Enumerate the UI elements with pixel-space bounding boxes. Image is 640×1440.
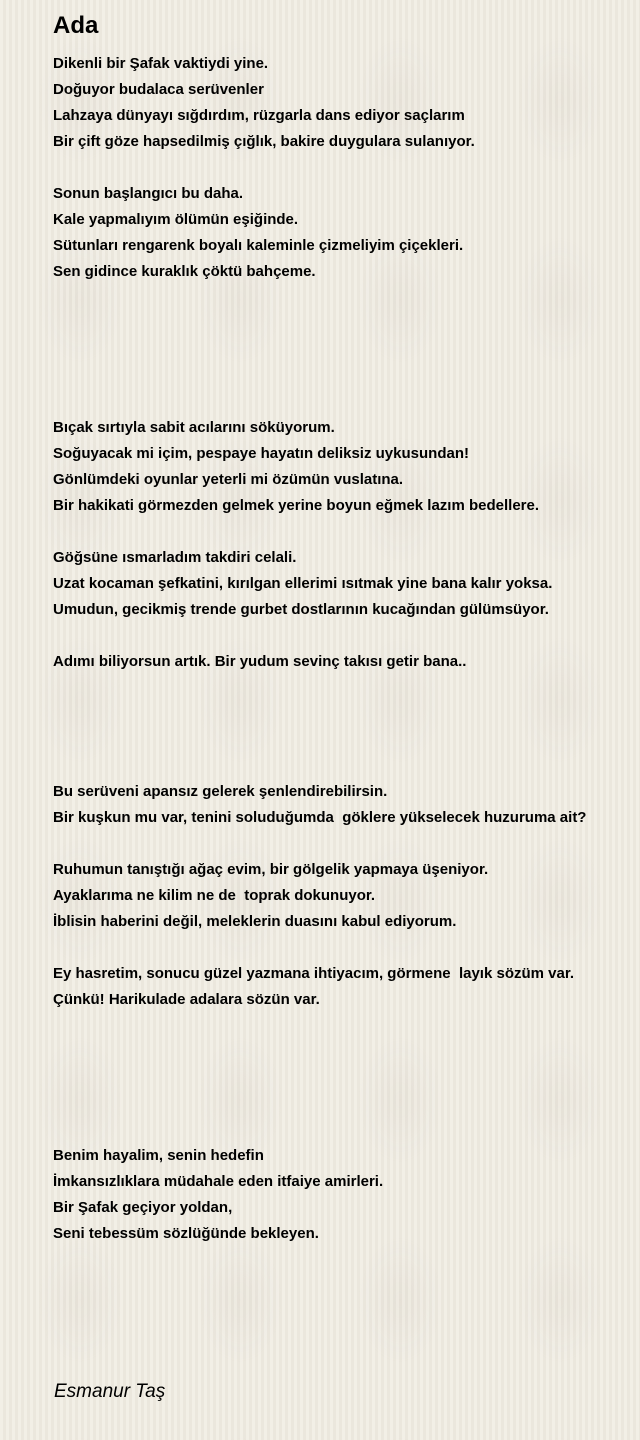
poem-line: İmkansızlıklara müdahale eden itfaiye amirleri. [53,1173,384,1190]
stanza-gap [53,1117,633,1143]
poem-line: Sen gidince kuraklık çöktü bahçeme. [53,263,316,280]
poem-line: Çünkü! Harikulade adalara sözün var. [53,991,320,1008]
stanza-gap [53,1039,633,1065]
stanza-gap [53,337,633,363]
poem-line: Lahzaya dünyayı sığdırdım, rüzgarla dans ediyor saçlarım [53,107,465,124]
poem-line: Adımı biliyorsun artık. Bir yudum sevinç takısı getir bana.. [53,653,467,670]
stanza-gap [53,155,633,181]
poem-line: Doğuyor budalaca serüvenler [53,81,264,98]
poem-line: Benim hayalim, senin hedefin [53,1147,264,1164]
stanza-gap [53,701,633,727]
poem-line: Bir kuşkun mu var, tenini soluduğumda göklere yükselecek huzuruma ait? [53,809,587,826]
poem-line: Göğsüne ısmarladım takdiri celali. [53,549,297,566]
stanza-gap [53,1013,633,1039]
stanza-gap [53,753,633,779]
poem-body [53,51,633,1247]
poem-line: Gönlümdeki oyunlar yeterli mi özümün vuslatına. [53,471,404,488]
stanza-gap [53,363,633,389]
poem-line: Dikenli bir Şafak vaktiydi yine. [53,55,269,72]
stanza-gap [53,831,633,857]
stanza-gap [53,935,633,961]
poem-title: Ada [53,12,99,39]
poem-line: Kale yapmalıyım ölümün eşiğinde. [53,211,299,228]
stanza-gap [53,675,633,701]
poem-line: Bir Şafak geçiyor yoldan, [53,1199,233,1216]
poem-line: Sütunları rengarenk boyalı kaleminle çizmeliyim çiçekleri. [53,237,464,254]
poem-line: Bıçak sırtıyla sabit acılarını söküyorum. [53,419,335,436]
stanza-gap [53,1091,633,1117]
stanza-gap [53,519,633,545]
poem-line: Ey hasretim, sonucu güzel yazmana ihtiyacım, görmene layık sözüm var. [53,965,575,982]
poem-line: Bir hakikati görmezden gelmek yerine boyun eğmek lazım bedellere. [53,497,540,514]
poem-line: Ruhumun tanıştığı ağaç evim, bir gölgelik yapmaya üşeniyor. [53,861,489,878]
poem-line: Seni tebessüm sözlüğünde bekleyen. [53,1225,319,1242]
poem-line: Bu serüveni apansız gelerek şenlendirebilirsin. [53,783,388,800]
poem-line: İblisin haberini değil, meleklerin duasını kabul ediyorum. [53,913,457,930]
stanza-gap [53,389,633,415]
stanza-gap [53,623,633,649]
poem-line: Ayaklarıma ne kilim ne de toprak dokunuyor. [53,887,376,904]
poem-line: Uzat kocaman şefkatini, kırılgan ellerimi ısıtmak yine bana kalır yoksa. [53,575,553,592]
poem-author: Esmanur Taş [54,1381,166,1402]
poem-line: Umudun, gecikmiş trende gurbet dostlarının kucağından gülümsüyor. [53,601,549,618]
stanza-gap [53,285,633,311]
poem-line: Sonun başlangıcı bu daha. [53,185,244,202]
poem-line: Soğuyacak mi içim, pespaye hayatın deliksiz uykusundan! [53,445,469,462]
stanza-gap [53,311,633,337]
poem-line: Bir çift göze hapsedilmiş çığlık, bakire duygulara sulanıyor. [53,133,475,150]
stanza-gap [53,1065,633,1091]
stanza-gap [53,727,633,753]
